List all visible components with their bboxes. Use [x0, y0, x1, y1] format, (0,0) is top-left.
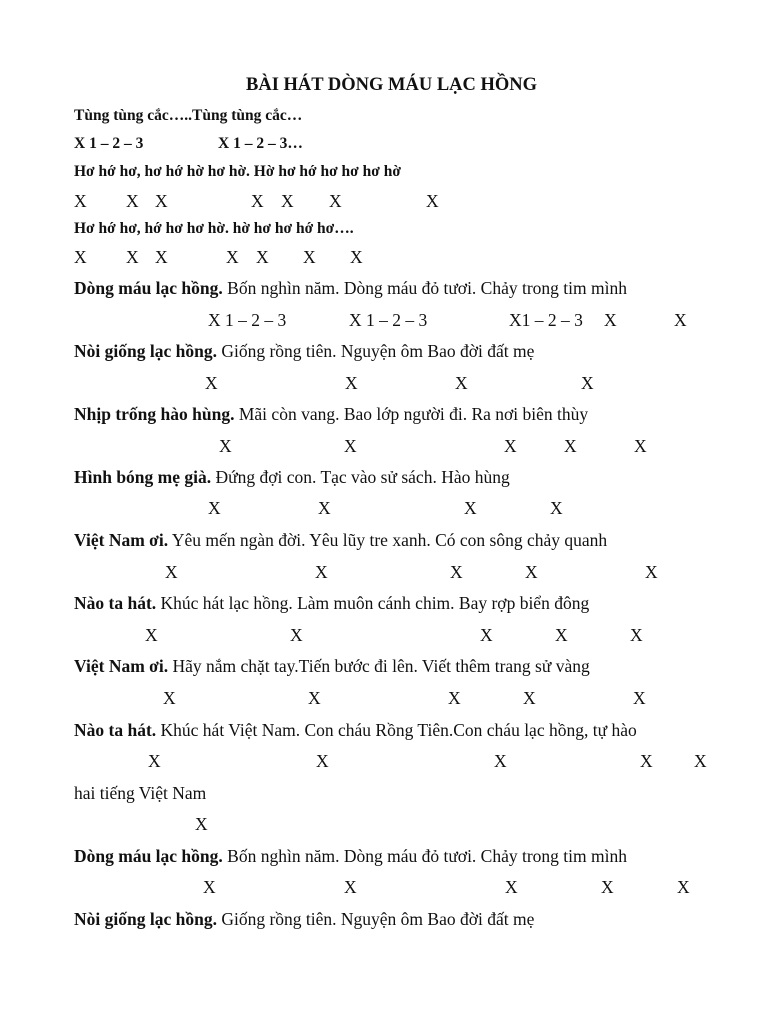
beat-mark: X: [145, 625, 158, 645]
beat-mark: X: [630, 625, 643, 645]
intro-line-2: Hơ hớ hơ, hơ hớ hờ hơ hờ. Hờ hơ hớ hơ hơ hơ hờ: [74, 163, 401, 180]
lyric-phrase: Giống rồng tiên. Nguyện ôm Bao đời đất mẹ: [216, 341, 535, 361]
lyric-phrase: Hãy nắm chặt tay.Tiến bước đi lên. Viết thêm trang sử vàng: [168, 656, 590, 676]
lyric-line: [74, 278, 627, 298]
lyric-line: [74, 341, 534, 361]
beat-mark: X: [315, 562, 328, 582]
beat-mark: X: [350, 247, 363, 267]
beat-mark: X: [448, 688, 461, 708]
beat-mark: X: [316, 751, 329, 771]
lyric-line: [74, 404, 588, 424]
beat-mark: X1 – 2 – 3: [509, 310, 583, 330]
lyric-phrase-bold: Việt Nam ơi.: [74, 530, 169, 550]
lyric-phrase: Đứng đợi con. Tạc vào sử sách. Hào hùng: [211, 467, 510, 487]
beat-mark: X: [464, 498, 477, 518]
beat-mark: X: [677, 877, 690, 897]
lyric-phrase: Bốn nghìn năm. Dòng máu đỏ tươi. Chảy trong tim mình: [222, 846, 627, 866]
beat-mark: X: [74, 191, 87, 211]
beat-mark: X: [226, 247, 239, 267]
lyric-phrase-bold: Nòi giống lạc hồng.: [74, 341, 217, 361]
beat-mark: X: [674, 310, 687, 330]
lyric-phrase-bold: Việt Nam ơi.: [74, 656, 169, 676]
beat-mark: X: [564, 436, 577, 456]
lyric-line: [74, 656, 590, 676]
beat-mark: X: [208, 498, 221, 518]
song-title: BÀI HÁT DÒNG MÁU LẠC HỒNG: [246, 75, 538, 95]
beat-mark: X: [504, 436, 517, 456]
beat-mark: X: [74, 247, 87, 267]
lyric-line: [74, 846, 627, 866]
beat-mark: X: [290, 625, 303, 645]
beat-mark: X: [281, 191, 294, 211]
beat-mark: X: [256, 247, 269, 267]
beat-mark: X 1 – 2 – 3: [208, 310, 287, 330]
lyric-phrase: Mãi còn vang. Bao lớp người đi. Ra nơi biên thùy: [234, 404, 589, 424]
beat-mark: X: [329, 191, 342, 211]
beat-mark: X: [523, 688, 536, 708]
beat-mark: X: [555, 625, 568, 645]
beat-mark: X: [203, 877, 216, 897]
beat-mark: X: [480, 625, 493, 645]
beat-mark: X: [426, 191, 439, 211]
beat-mark: X: [694, 751, 707, 771]
lyric-phrase: Bốn nghìn năm. Dòng máu đỏ tươi. Chảy trong tim mình: [222, 278, 627, 298]
lyric-phrase-bold: Dòng máu lạc hồng.: [74, 278, 223, 298]
intro-beat-1b: X 1 – 2 – 3…: [218, 135, 303, 152]
lyric-line: [74, 467, 510, 487]
beat-mark: X: [219, 436, 232, 456]
lyric-phrase-bold: Nào ta hát.: [74, 720, 157, 740]
lyric-phrase: Yêu mến ngàn đời. Yêu lũy tre xanh. Có con sông chảy quanh: [168, 530, 608, 550]
lyric-line: [74, 720, 637, 740]
beat-mark: X: [604, 310, 617, 330]
beat-mark: X: [251, 191, 264, 211]
lyric-phrase: Giống rồng tiên. Nguyện ôm Bao đời đất mẹ: [216, 909, 535, 929]
beat-mark: X: [550, 498, 563, 518]
beat-mark: X: [205, 373, 218, 393]
beat-mark: X: [494, 751, 507, 771]
beat-mark: X: [126, 247, 139, 267]
beat-mark: X: [126, 191, 139, 211]
lyric-line: [74, 593, 589, 613]
beat-mark: X: [601, 877, 614, 897]
beat-mark: X: [155, 191, 168, 211]
lyric-phrase: hai tiếng Việt Nam: [74, 783, 207, 803]
lyric-phrase-bold: Nào ta hát.: [74, 593, 157, 613]
lyric-line: [74, 530, 607, 550]
beat-mark: X: [633, 688, 646, 708]
beat-mark: X: [155, 247, 168, 267]
beat-mark: X: [163, 688, 176, 708]
beat-mark: X: [303, 247, 316, 267]
beat-mark: X: [308, 688, 321, 708]
lyric-phrase-bold: Dòng máu lạc hồng.: [74, 846, 223, 866]
beat-mark: X: [525, 562, 538, 582]
beat-mark: X: [634, 436, 647, 456]
beat-mark: X: [455, 373, 468, 393]
beat-mark: X: [165, 562, 178, 582]
beat-mark: X 1 – 2 – 3: [349, 310, 428, 330]
lyric-phrase-bold: Nòi giống lạc hồng.: [74, 909, 217, 929]
intro-beat-1a: X 1 – 2 – 3: [74, 135, 144, 152]
beat-mark: X: [195, 814, 208, 834]
beat-mark: X: [640, 751, 653, 771]
beat-mark: X: [344, 877, 357, 897]
beat-mark: X: [318, 498, 331, 518]
beat-mark: X: [345, 373, 358, 393]
beat-mark: X: [148, 751, 161, 771]
intro-line-3: Hơ hớ hơ, hớ hơ hơ hờ. hờ hơ hơ hớ hơ….: [74, 220, 354, 237]
lyric-phrase: Khúc hát lạc hồng. Làm muôn cánh chim. Bay rợp biển đông: [156, 593, 590, 613]
lyric-phrase-bold: Nhịp trống hào hùng.: [74, 404, 235, 424]
lyric-phrase-bold: Hình bóng mẹ già.: [74, 467, 212, 487]
lyric-phrase: Khúc hát Việt Nam. Con cháu Rồng Tiên.Con cháu lạc hồng, tự hào: [156, 720, 637, 740]
beat-mark: X: [450, 562, 463, 582]
beat-mark: X: [505, 877, 518, 897]
lyric-line: [74, 783, 206, 803]
intro-line-1: Tùng tùng cắc…..Tùng tùng cắc…: [74, 107, 303, 124]
lyric-line: [74, 909, 534, 929]
beat-mark: X: [645, 562, 658, 582]
beat-mark: X: [344, 436, 357, 456]
beat-mark: X: [581, 373, 594, 393]
